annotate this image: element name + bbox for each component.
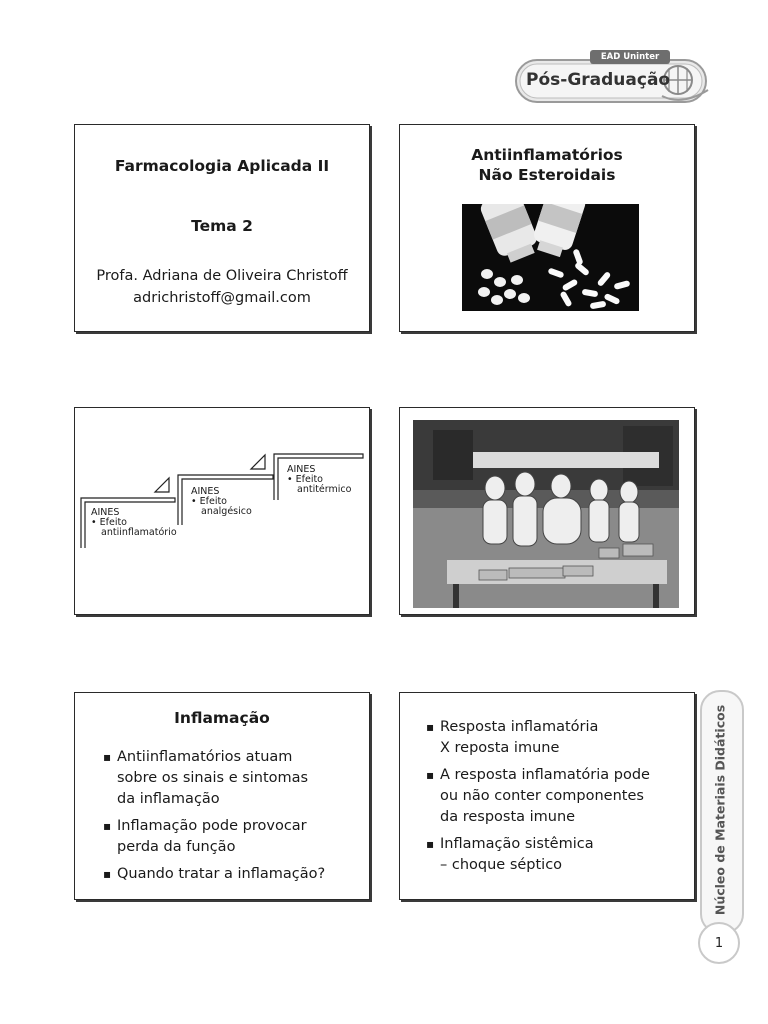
bullet-item: ▪ Inflamação sistêmica – choque séptico: [426, 834, 690, 876]
pills-image: [462, 204, 639, 311]
step-head: AINES: [91, 507, 120, 518]
author-email: adrichristoff@gmail.com: [133, 290, 311, 306]
bullet-list: [103, 747, 365, 891]
inflammation-display-image: [413, 420, 679, 608]
display-graphic: [413, 420, 679, 608]
step-antitermico: [287, 465, 351, 495]
step-cont: antiinflamatório: [101, 527, 177, 538]
slide-photo: [399, 407, 695, 615]
step-antiinflamatorio: [91, 508, 177, 538]
slide-aines-steps: [74, 407, 370, 615]
slide-heading: Inflamação: [174, 709, 270, 727]
page-number: [698, 922, 740, 964]
side-tab-label: Núcleo de Materiais Didáticos: [712, 704, 728, 916]
bullet-list: [426, 717, 690, 882]
page-number-value: 1: [714, 935, 724, 951]
step-bullet: • Efeito: [191, 496, 227, 507]
bullet-item: ▪ Antiinflamatórios atuam sobre os sinais e sintomas da inflamação: [103, 747, 365, 810]
slide-title: [74, 124, 370, 332]
slide-aines: [399, 124, 695, 332]
step-cont: analgésico: [201, 506, 252, 517]
slide-resposta: [399, 692, 695, 900]
step-head: AINES: [287, 464, 316, 475]
course-title: Farmacologia Aplicada II: [114, 157, 330, 175]
brand-logo: [512, 46, 716, 108]
slide-inflamacao: [74, 692, 370, 900]
brand-main-text: Pós-Graduação: [526, 70, 671, 90]
step-head: AINES: [191, 486, 220, 497]
bullet-item: ▪ Inflamação pode provocar perda da função: [103, 816, 365, 858]
step-cont: antitérmico: [297, 484, 352, 495]
author-block: [75, 265, 369, 309]
bullet-item: ▪ Quando tratar a inflamação?: [103, 864, 365, 885]
heading-line-2: Não Esteroidais: [478, 166, 616, 184]
tema-label: Tema 2: [191, 217, 253, 235]
brand-small-text: EAD Uninter: [600, 52, 660, 62]
step-analgesico: [191, 487, 252, 517]
bullet-item: ▪ A resposta inflamatória pode ou não conter componentes da resposta imune: [426, 765, 690, 828]
step-bullet: • Efeito: [91, 517, 127, 528]
slide-heading: [400, 145, 694, 185]
step-bullet: • Efeito: [287, 474, 323, 485]
author-name: Profa. Adriana de Oliveira Christoff: [96, 268, 348, 284]
pills-graphic: [462, 204, 639, 311]
heading-line-1: Antiinflamatórios: [471, 146, 623, 164]
bullet-item: ▪ Resposta inflamatória X reposta imune: [426, 717, 690, 759]
